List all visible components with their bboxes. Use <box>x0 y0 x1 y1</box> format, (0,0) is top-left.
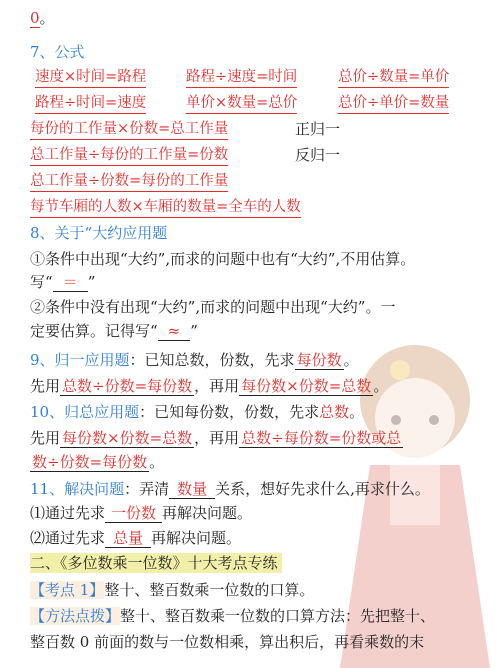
s8-p2b-post: ” <box>190 322 198 340</box>
section-11-label: 11、解决问题 <box>30 480 125 498</box>
formula-unit-price: 总价÷数量=单价 <box>338 67 449 88</box>
s10b-mid: ，再用 <box>194 429 240 447</box>
s11a-pre: ⑴通过先求 <box>30 504 106 522</box>
s8-para2a: ②条件中没有出现“大约”,而求的问题中出现“大约”。一 <box>30 298 396 316</box>
s11a-answer: 一份数 <box>105 504 162 523</box>
section-9-label: 9、归一应用题 <box>30 351 130 369</box>
s8-para1a: ①条件中出现“大约”,而求的问题中也有“大约”,不用估算。 <box>30 250 416 268</box>
s10-answer: 总数 <box>319 403 350 421</box>
note-fan: 反归一 <box>295 146 341 164</box>
s9-text: ：已知总数，份数，先求 <box>129 351 295 369</box>
formula-work-each: 总工作量÷份数=每份的工作量 <box>30 171 228 192</box>
method-text-1: 整十、整百数乘一位数的口算方法：先把整十、 <box>120 607 436 625</box>
s11b-pre: ⑵通过先求 <box>30 529 106 547</box>
s10b-answer-2: 总数÷每份数=份数或总 <box>241 429 402 447</box>
s9b-mid: ，再用 <box>194 377 240 395</box>
s8-answer-equal: ＝ <box>53 273 88 292</box>
formula-time: 路程÷速度=时间 <box>186 67 297 88</box>
s9b-answer-1: 总数÷份数=每份数 <box>62 377 193 395</box>
s8-answer-approx: ≈ <box>158 322 191 341</box>
formula-work-parts: 总工作量÷每份的工作量=份数 <box>30 145 228 166</box>
section-8-title: 8、关于“大约应用题 <box>30 224 168 242</box>
s11-answer: 数量 <box>169 480 215 499</box>
section-7-title: 7、公式 <box>30 43 85 61</box>
s10-text: ：已知每份数，份数，先求 <box>139 403 320 421</box>
s10b-pre: 先用 <box>30 429 61 447</box>
s10c-end: 。 <box>149 453 165 471</box>
s8-p2b-pre: 定要估算。记得写“ <box>30 322 158 340</box>
note-zheng: 正归一 <box>295 120 341 138</box>
formula-train: 每节车厢的人数×车厢的数量=全车的人数 <box>30 197 301 218</box>
s9-answer: 每份数 <box>296 351 342 369</box>
section-2-title: 二、《多位数乘一位数》十大考点专练 <box>30 553 282 573</box>
method-text-2: 整百数 0 前面的数与一位数相乘，算出积后，再看乘数的末 <box>30 633 425 651</box>
s8-p1b-post: ” <box>87 273 96 291</box>
formula-total-price: 单价×数量=总价 <box>186 93 297 114</box>
s9-end: 。 <box>343 351 359 369</box>
method-tag: 【方法点拨】 <box>30 607 121 625</box>
s10-end: 。 <box>349 403 365 421</box>
s11-text: ：弄清 <box>124 480 170 498</box>
s10b-answer-1: 每份数×份数=总数 <box>62 429 193 447</box>
s10c-answer: 数÷份数=每份数 <box>32 453 148 471</box>
formula-quantity: 总价÷单价=数量 <box>338 93 449 114</box>
formula-work-total: 每份的工作量×份数=总工作量 <box>30 119 228 140</box>
s9b-end: 。 <box>373 377 389 395</box>
kaodian-1-tag: 【考点 1】 <box>30 581 105 599</box>
s9b-answer-2: 每份数×份数=总数 <box>241 377 372 395</box>
s8-p1b-pre: 写“ <box>30 273 53 291</box>
s9b-pre: 先用 <box>30 377 61 395</box>
s11-text2: 关系，想好先求什么,再求什么。 <box>215 480 430 498</box>
s11b-post: 再解决问题。 <box>151 529 242 547</box>
formula-velocity: 路程÷时间=速度 <box>35 93 146 114</box>
s11a-post: 再解决问题。 <box>162 504 253 522</box>
formula-speed: 速度×时间=路程 <box>35 67 146 88</box>
kaodian-1-text: 整十、整百数乘一位数的口算。 <box>104 581 315 599</box>
top-tail: 。 <box>39 9 55 27</box>
s11b-answer: 总量 <box>105 529 151 548</box>
top-answer: 0 <box>30 9 40 27</box>
section-10-label: 10、归总应用题 <box>30 403 140 421</box>
